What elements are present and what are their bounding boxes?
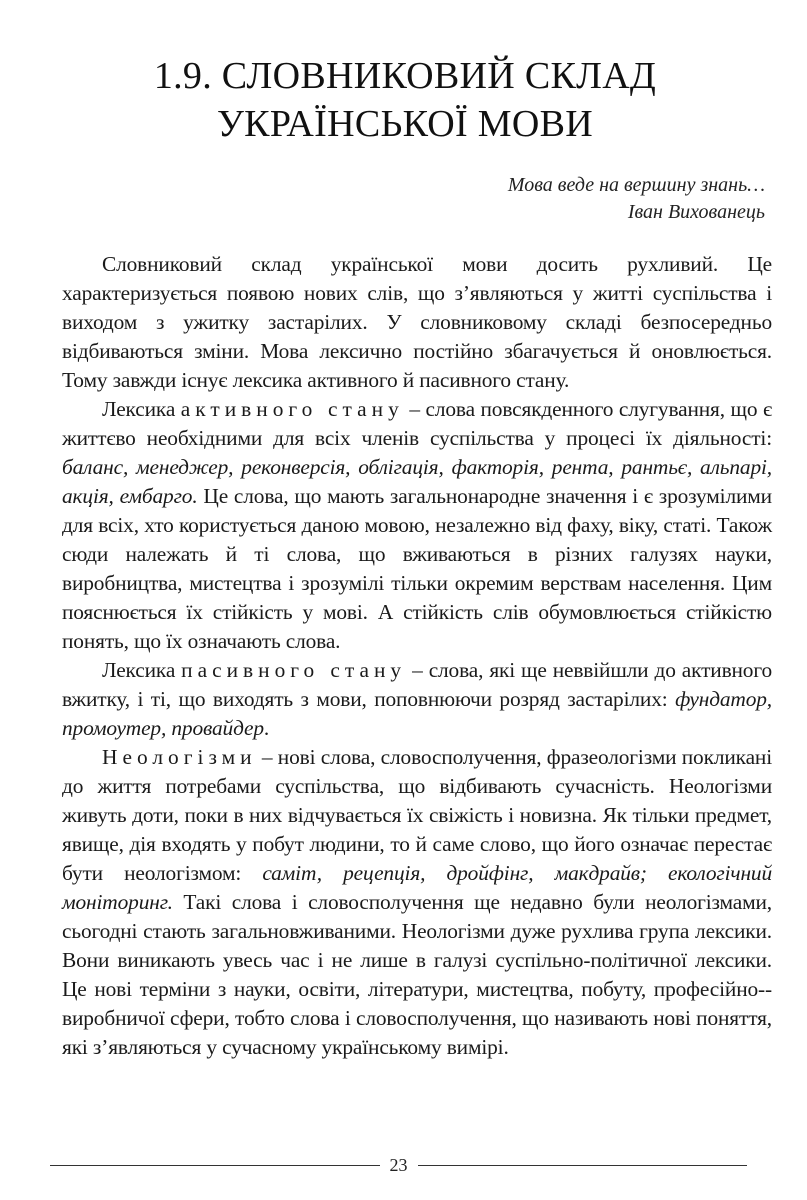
paragraph-1: Словниковий склад української мови досить рухливий. Це характеризується появою нових слів, що з’являються у житті суспільства і виходом з ужитку застарілих. У словниковому складі безпосередньо відбиваються зміни. Мова лексично постійно збагачується й оновлюється. Тому завжди існує лексика активного й пасивного стану.	[62, 252, 772, 392]
paragraph-3	[62, 656, 772, 743]
paragraph-3-examples: фундатор, промоутер, провайдер	[62, 687, 772, 740]
term-neologisms: Неологізми	[102, 745, 257, 769]
paragraph-3-lead: Лексика	[102, 658, 182, 682]
paragraph-3-definition: – слова, які ще неввійшли до активного вжитку, і ті, що виходять з мови, поповнюючи розряд застарілих:	[62, 658, 772, 711]
paragraph-4	[62, 743, 772, 1062]
epigraph	[508, 172, 765, 226]
epigraph-quote: Мова веде на вершину знань…	[507, 174, 765, 196]
page-number: 23	[389, 1155, 408, 1175]
term-passive-lexicon: пасивного стану	[181, 658, 407, 682]
page-footer	[50, 1155, 747, 1176]
paragraph-2-lead: Лексика	[102, 397, 181, 421]
footer-rule-left	[50, 1165, 380, 1166]
paragraph-2-examples: баланс, менеджер, реконверсія, облігація, факторія, рента, рантьє, альпарі, акція, ембарго.	[62, 455, 772, 508]
term-active-lexicon: активного стану	[180, 397, 404, 421]
epigraph-author: Іван Вихованець	[627, 201, 765, 223]
paragraph-2	[62, 395, 772, 656]
paragraph-4-rest: Такі слова і словосполучення ще недавно були неологізмами, сьогодні стають загальновживаними. Неологізми дуже рухлива група лексики. Вони виникають увесь час і не лише в галузі суспільно-політичної лексики. Це нові терміни з науки, освіти, літератури, мистецтва, побуту, професійно--виробничої сфери, тобто слова і словосполучення, що називають нові поняття, які з’являються у сучасному українському вимірі.	[62, 890, 772, 1059]
paragraph-2-definition: – слова повсякденного слугування, що є життєво необхідними для всіх членів суспільства у процесі їх діяльності:	[62, 397, 772, 450]
section-title-line-1: 1.9. СЛОВНИКОВИЙ СКЛАД	[153, 55, 657, 97]
section-title-line-2: УКРАЇНСЬКОЇ МОВИ	[216, 103, 594, 145]
footer-rule-right	[418, 1165, 748, 1166]
section-title	[60, 52, 750, 148]
body-text	[62, 250, 772, 1062]
paragraph-4-examples: саміт, рецепція, дройфінг, макдрайв; екологічний моніторинг.	[62, 861, 772, 914]
paragraph-3-rest: .	[263, 716, 270, 740]
paragraph-4-definition: – нові слова, словосполучення, фразеологізми покликані до життя потребами суспільства, що відбивають сучасність. Неологізми живуть доти, поки в них відчувається їх свіжість і новизна. Як тільки предмет, явище, дія входять у побут людини, то й саме слово, що його означає перестає бути неологізмом:	[62, 745, 772, 885]
paragraph-2-rest: Це слова, що мають загальнонародне значення і є зрозумілими для всіх, хто користується даною мовою, незалежно від фаху, віку, статі. Також сюди належать й ті слова, що вживаються в різних галузях науки, виробництва, мистецтва і зрозумілі тільки окремим верствам населення. Цим пояснюється їх стійкість у мові. А стійкість слів обумовлюється стійкістю понять, що їх означають слова.	[62, 484, 772, 653]
